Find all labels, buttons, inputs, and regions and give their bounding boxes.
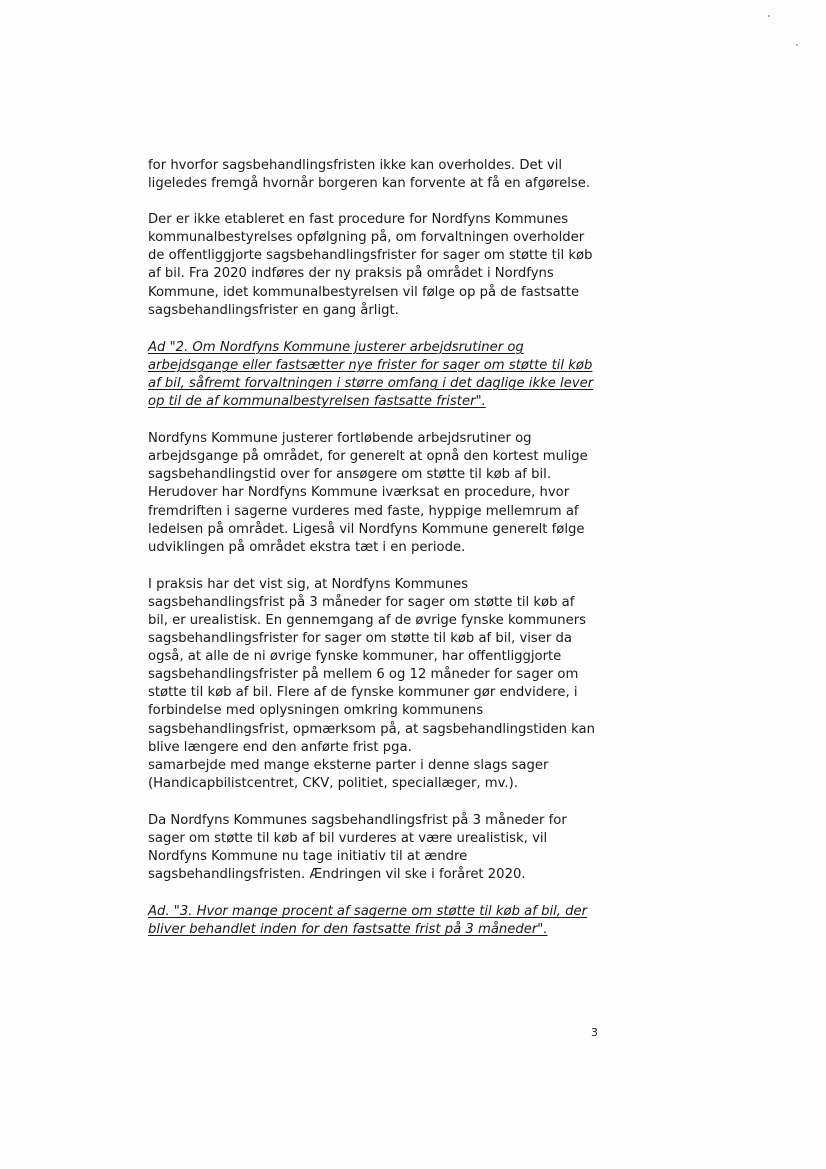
text-line: I praksis har det vist sig, at Nordfyns Kommunes: [148, 576, 469, 592]
text-line: Kommune, idet kommunalbestyrelsen vil følge op på de fastsatte: [148, 284, 580, 300]
text-line: Nordfyns Kommune nu tage initiativ til at ændre: [148, 849, 468, 865]
text-line: forbindelse med oplysningen omkring kommunens: [148, 703, 484, 719]
text-line: ligeledes fremgå hvornår borgeren kan forvente at få en afgørelse.: [148, 176, 591, 192]
heading-line: [148, 393, 603, 411]
body-paragraph: [148, 157, 603, 193]
document-body: [148, 157, 603, 939]
text-line: sagsbehandlingsfrister en gang årligt.: [148, 302, 399, 318]
body-paragraph: [148, 430, 603, 557]
text-line: bil, er urealistisk. En gennemgang af de øvrige fynske kommuners: [148, 612, 587, 628]
heading-text: af bil, såfremt forvaltningen i større omfang i det daglige ikke lever: [148, 375, 594, 391]
text-line: også, at alle de ni øvrige fynske kommuner, har offentliggjorte: [148, 649, 562, 665]
section-heading-3: [148, 903, 603, 939]
heading-line: [148, 903, 603, 921]
text-line: sagsbehandlingsfrist på 3 måneder for sager om støtte til køb af: [148, 594, 575, 610]
text-line: arbejdsgange på området, for generelt at opnå den kortest mulige: [148, 449, 588, 465]
text-line: Da Nordfyns Kommunes sagsbehandlingsfrist på 3 måneder for: [148, 812, 567, 828]
text-line: Nordfyns Kommune justerer fortløbende arbejdsrutiner og: [148, 431, 532, 447]
text-line: sagsbehandlingsfristen. Ændringen vil ske i foråret 2020.: [148, 867, 526, 883]
heading-line: [148, 357, 603, 375]
text-line: ledelsen på området. Ligeså vil Nordfyns Kommune generelt følge: [148, 521, 585, 537]
heading-text: bliver behandlet inden for den fastsatte frist på 3 måneder".: [148, 922, 548, 938]
heading-text: Ad "2. Om Nordfyns Kommune justerer arbejdsrutiner og: [148, 339, 524, 355]
heading-line: [148, 339, 603, 357]
body-paragraph: [148, 812, 603, 884]
text-line: sagsbehandlingsfrister på mellem 6 og 12 måneder for sager om: [148, 667, 579, 683]
text-line: udviklingen på området ekstra tæt i en periode.: [148, 539, 466, 555]
heading-line: [148, 375, 603, 393]
page-number: 3: [591, 1026, 598, 1039]
text-line: fremdriften i sagerne vurderes med faste, hyppige mellemrum af: [148, 503, 579, 519]
heading-text: op til de af kommunalbestyrelsen fastsatte frister".: [148, 394, 486, 410]
text-line: blive længere end den anførte frist pga.: [148, 739, 412, 755]
text-line: sagsbehandlingsfrist, opmærksom på, at sagsbehandlingstiden kan: [148, 721, 595, 737]
body-paragraph: [148, 211, 603, 320]
heading-line: [148, 921, 603, 939]
scan-speck: [796, 44, 798, 46]
text-line: sager om støtte til køb af bil vurderes at være urealistisk, vil: [148, 831, 548, 846]
body-paragraph: [148, 576, 603, 793]
text-line: sagsbehandlingsfrister for sager om støtte til køb af bil, viser da: [148, 631, 572, 647]
heading-text: Ad. "3. Hvor mange procent af sagerne om støtte til køb af bil, der: [148, 904, 588, 920]
text-line: sagsbehandlingstid over for ansøgere om støtte til køb af bil.: [148, 467, 552, 483]
heading-text: arbejdsgange eller fastsætter nye frister for sager om støtte til køb: [148, 357, 593, 373]
text-line: samarbejde med mange eksterne parter i denne slags sager: [148, 757, 549, 773]
section-heading-2: [148, 339, 603, 411]
text-line: (Handicapbilistcentret, CKV, politiet, speciallæger, mv.).: [148, 775, 518, 791]
text-line: Der er ikke etableret en fast procedure for Nordfyns Kommunes: [148, 212, 569, 228]
text-line: for hvorfor sagsbehandlingsfristen ikke kan overholdes. Det vil: [148, 158, 563, 173]
text-line: af bil. Fra 2020 indføres der ny praksis på området i Nordfyns: [148, 266, 554, 282]
scan-speck: [768, 15, 770, 17]
text-line: kommunalbestyrelses opfølgning på, om forvaltningen overholder: [148, 230, 585, 246]
text-line: de offentliggjorte sagsbehandlingsfrister for sager om støtte til køb: [148, 248, 593, 264]
text-line: støtte til køb af bil. Flere af de fynske kommuner gør endvidere, i: [148, 685, 578, 701]
text-line: Herudover har Nordfyns Kommune iværksat en procedure, hvor: [148, 485, 570, 501]
